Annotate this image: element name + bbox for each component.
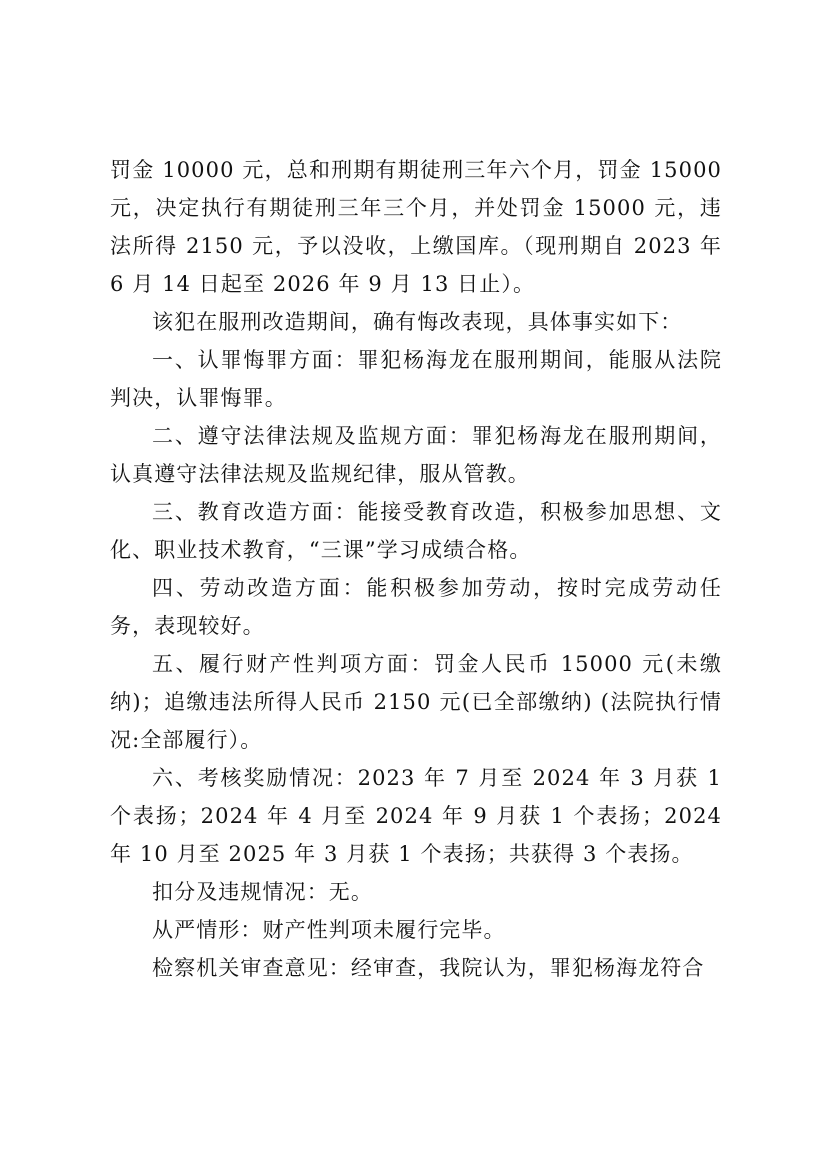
- paragraph-property-judgment: 五、履行财产性判项方面：罚金人民币 15000 元(未缴纳)；追缴违法所得人民币 2150 元(已全部缴纳) (法院执行情况:全部履行）。: [110, 652, 722, 752]
- paragraph-law-compliance: 二、遵守法律法规及监规方面：罪犯杨海龙在服刑期间，认真遵守法律法规及监规纪律，服从管教。: [110, 424, 722, 486]
- paragraph-strict-circumstances: 从严情形：财产性判项未履行完毕。: [152, 918, 506, 942]
- paragraph-violations: 扣分及违规情况：无。: [152, 880, 373, 904]
- document-body: [110, 151, 722, 987]
- paragraph-repentance-intro: 该犯在服刑改造期间，确有悔改表现，具体事实如下：: [152, 310, 683, 334]
- paragraph-labor-reform: 四、劳动改造方面：能积极参加劳动，按时完成劳动任务，表现较好。: [110, 576, 722, 638]
- paragraph-education-reform: 三、教育改造方面：能接受教育改造，积极参加思想、文化、职业技术教育，“三课”学习成绩合格。: [110, 500, 722, 562]
- paragraph-sentence-continuation: 罚金 10000 元，总和刑期有期徒刑三年六个月，罚金 15000 元，决定执行有期徒刑三年三个月，并处罚金 15000 元，违法所得 2150 元，予以没收，上缴国库。（现刑期自 2023 年 6 月 14 日起至 2026 年 9 月 13 日止）。: [110, 158, 722, 296]
- paragraph-guilt-admission: 一、认罪悔罪方面：罪犯杨海龙在服刑期间，能服从法院判决，认罪悔罪。: [110, 348, 722, 410]
- paragraph-rewards: 六、考核奖励情况：2023 年 7 月至 2024 年 3 月获 1 个表扬；2024 年 4 月至 2024 年 9 月获 1 个表扬；2024 年 10 月至 2025 年 3 月获 1 个表扬；共获得 3 个表扬。: [110, 766, 722, 866]
- paragraph-procuratorate-opinion: 检察机关审查意见：经审查，我院认为，罪犯杨海龙符合: [152, 956, 705, 980]
